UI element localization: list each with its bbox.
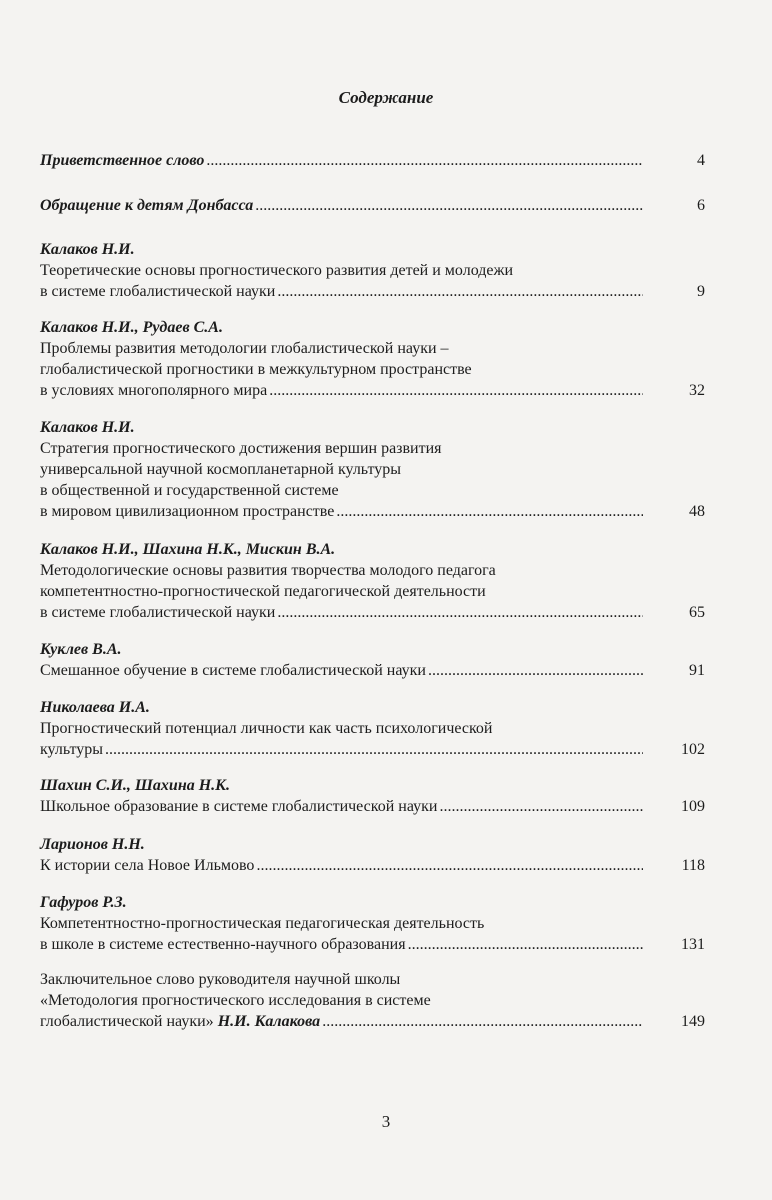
entry-line: Прогностический потенциал личности как часть психологической <box>40 720 493 737</box>
page-ref: 149 <box>681 1013 705 1030</box>
entry-author: Калаков Н.И., Шахина Н.К., Мискин В.А. <box>40 541 336 558</box>
toc-entry <box>40 417 705 522</box>
leader-dots <box>428 660 643 681</box>
entry-line: Стратегия прогностического достижения вершин развития <box>40 440 442 457</box>
entry-title-author: Н.И. Калакова <box>217 1013 321 1030</box>
entry-line <box>40 281 705 302</box>
leader-dots <box>277 281 643 302</box>
toc-entry <box>40 892 705 955</box>
entry-title: Приветственное слово <box>40 152 205 169</box>
entry-title-text: глобалистической науки» <box>40 1013 214 1030</box>
entry-title: Смешанное обучение в системе глобалистической науки <box>40 662 426 679</box>
entry-author: Николаева И.А. <box>40 699 150 716</box>
entry-author: Калаков Н.И. <box>40 241 135 258</box>
entry-line: компетентностно-прогностической педагогической деятельности <box>40 583 486 600</box>
entry-line <box>40 796 705 817</box>
entry-line <box>40 660 705 681</box>
page-ref: 91 <box>689 662 705 679</box>
entry-title: в мировом цивилизационном пространстве <box>40 503 335 520</box>
entry-author: Калаков Н.И., Рудаев С.А. <box>40 319 223 336</box>
entry-title: Обращение к детям Донбасса <box>40 197 254 214</box>
entry-author: Куклев В.А. <box>40 641 122 658</box>
toc-title: Содержание <box>338 88 434 107</box>
entry-author: Ларионов Н.Н. <box>40 836 145 853</box>
toc-entry <box>40 697 705 760</box>
entry-line: Теоретические основы прогностического развития детей и молодежи <box>40 262 514 279</box>
toc-entry <box>40 150 705 171</box>
entry-title: в системе глобалистической науки <box>40 283 276 300</box>
entry-author: Калаков Н.И. <box>40 419 135 436</box>
entry-line: Методологические основы развития творчества молодого педагога <box>40 562 496 579</box>
page-ref: 131 <box>681 936 705 953</box>
toc-entry <box>40 969 705 1032</box>
entry-line <box>40 739 705 760</box>
leader-dots <box>256 855 643 876</box>
entry-title: в системе глобалистической науки <box>40 604 276 621</box>
entry-title <box>40 1011 320 1032</box>
toc-entry <box>40 239 705 302</box>
entry-line <box>40 1011 705 1032</box>
entry-line <box>40 934 705 955</box>
toc-entry <box>40 539 705 623</box>
leader-dots <box>206 150 643 171</box>
entry-author: Гафуров Р.З. <box>40 894 127 911</box>
page-ref: 6 <box>697 197 705 214</box>
leader-dots <box>440 796 644 817</box>
page-ref: 102 <box>681 741 705 758</box>
entry-line: в общественной и государственной системе <box>40 482 339 499</box>
entry-title: К истории села Новое Ильмово <box>40 857 255 874</box>
page-ref: 65 <box>689 604 705 621</box>
entry-line <box>40 855 705 876</box>
toc-entry <box>40 317 705 401</box>
leader-dots <box>277 602 643 623</box>
entry-line: Заключительное слово руководителя научной школы <box>40 971 401 988</box>
toc-entry <box>40 639 705 681</box>
page-number: 3 <box>381 1112 391 1131</box>
page-ref: 32 <box>689 382 705 399</box>
entry-title: в условиях многополярного мира <box>40 382 268 399</box>
entry-line: универсальной научной космопланетарной культуры <box>40 461 402 478</box>
entry-line: глобалистической прогностики в межкультурном пространстве <box>40 361 472 378</box>
entry-line <box>40 380 705 401</box>
entry-line: Компетентностно-прогностическая педагогическая деятельность <box>40 915 485 932</box>
leader-dots <box>336 501 643 522</box>
entry-line <box>40 195 705 216</box>
leader-dots <box>105 739 643 760</box>
entry-title: Школьное образование в системе глобалистической науки <box>40 798 438 815</box>
leader-dots <box>269 380 643 401</box>
entry-title: в школе в системе естественно-научного образования <box>40 936 406 953</box>
entry-line <box>40 501 705 522</box>
entry-line: Проблемы развития методологии глобалистической науки – <box>40 340 449 357</box>
entry-line <box>40 602 705 623</box>
leader-dots <box>408 934 643 955</box>
page-ref: 9 <box>697 283 705 300</box>
page-ref: 109 <box>681 798 705 815</box>
entry-author: Шахин С.И., Шахина Н.К. <box>40 777 231 794</box>
page-ref: 118 <box>681 857 705 874</box>
entry-line: «Методология прогностического исследования в системе <box>40 992 431 1009</box>
toc-entry <box>40 834 705 876</box>
entry-line <box>40 150 705 171</box>
entry-title: культуры <box>40 741 104 758</box>
leader-dots <box>255 195 643 216</box>
page-ref: 48 <box>689 503 705 520</box>
leader-dots <box>322 1011 643 1032</box>
page-ref: 4 <box>697 152 705 169</box>
toc-entry <box>40 775 705 817</box>
toc-entry <box>40 195 705 216</box>
